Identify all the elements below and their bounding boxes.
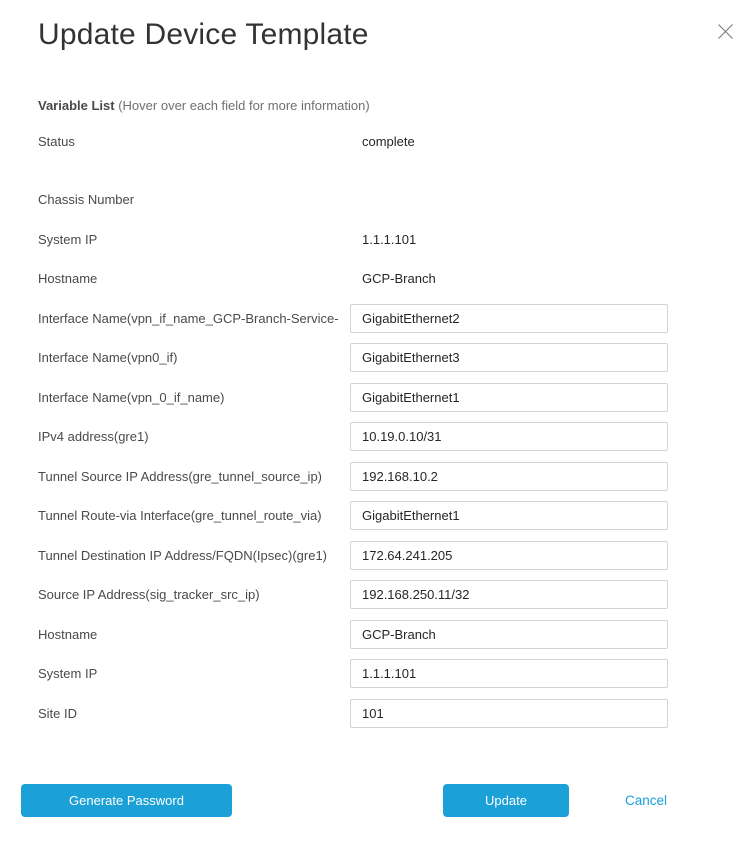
field-label-chassis-number: Chassis Number	[38, 192, 135, 207]
field-row-interface-name-service-vpn	[38, 304, 752, 333]
field-row-source-ip-tracker	[38, 580, 752, 609]
field-input-interface-name-vpn0-if[interactable]	[350, 343, 668, 372]
field-label-ipv4-address-gre1: IPv4 address(gre1)	[38, 429, 149, 444]
field-value-status: complete	[362, 133, 415, 149]
generate-password-button[interactable]: Generate Password	[21, 784, 232, 817]
field-label-interface-name-vpn0-if: Interface Name(vpn0_if)	[38, 350, 178, 365]
field-input-system-ip[interactable]	[350, 659, 668, 688]
field-input-interface-name-service-vpn[interactable]	[350, 304, 668, 333]
field-row-tunnel-destination-ip	[38, 541, 752, 570]
field-label-source-ip-tracker: Source IP Address(sig_tracker_src_ip)	[38, 587, 260, 602]
field-row-hostname	[38, 264, 752, 293]
field-input-source-ip-tracker[interactable]	[350, 580, 668, 609]
dialog-title: Update Device Template	[38, 18, 369, 51]
field-input-tunnel-destination-ip[interactable]	[350, 541, 668, 570]
field-input-tunnel-source-ip[interactable]	[350, 462, 668, 491]
section-hint: (Hover over each field for more information)	[118, 97, 370, 113]
field-input-tunnel-route-via[interactable]	[350, 501, 668, 530]
field-label-tunnel-source-ip: Tunnel Source IP Address(gre_tunnel_source_ip)	[38, 468, 323, 484]
field-row-status	[38, 127, 752, 156]
field-row-system-ip	[38, 225, 752, 254]
field-label-status: Status	[38, 133, 75, 149]
field-input-hostname[interactable]	[350, 620, 668, 649]
variable-list	[0, 127, 752, 728]
field-label-tunnel-route-via: Tunnel Route-via Interface(gre_tunnel_route_via)	[38, 508, 322, 523]
field-input-ipv4-address-gre1[interactable]	[350, 422, 668, 451]
field-row-tunnel-source-ip	[38, 462, 752, 491]
field-input-interface-name-vpn-0-if-name[interactable]	[350, 383, 668, 412]
field-value-hostname: GCP-Branch	[362, 271, 436, 286]
update-button[interactable]: Update	[443, 784, 569, 817]
footer-right-group	[443, 784, 667, 817]
field-row-chassis-number	[38, 185, 752, 214]
cancel-button[interactable]: Cancel	[624, 792, 667, 808]
field-input-site-id[interactable]	[350, 699, 668, 728]
close-button[interactable]	[715, 21, 735, 41]
field-row-site-id	[38, 699, 752, 728]
field-label-system-ip-input: System IP	[38, 666, 98, 681]
field-label-site-id: Site ID	[38, 705, 78, 721]
field-row-interface-name-vpn0-if	[38, 343, 752, 372]
field-label-hostname: Hostname	[38, 271, 98, 286]
field-label-interface-name-service-vpn: Interface Name(vpn_if_name_GCP-Branch-Service-	[38, 310, 339, 326]
field-row-system-ip-input	[38, 659, 752, 688]
field-label-system-ip: System IP	[38, 231, 98, 247]
field-row-tunnel-route-via	[38, 501, 752, 530]
field-row-interface-name-vpn-0-if-name	[38, 383, 752, 412]
close-icon	[717, 23, 734, 40]
field-row-ipv4-address-gre1	[38, 422, 752, 451]
dialog-footer	[0, 784, 752, 817]
field-value-system-ip: 1.1.1.101	[362, 231, 417, 247]
field-label-tunnel-destination-ip: Tunnel Destination IP Address/FQDN(Ipsec)(gre1)	[38, 547, 328, 563]
section-title: Variable List	[38, 97, 115, 113]
field-row-hostname-input	[38, 620, 752, 649]
field-label-interface-name-vpn-0-if-name: Interface Name(vpn_0_if_name)	[38, 389, 225, 405]
field-label-hostname-input: Hostname	[38, 626, 98, 642]
variable-list-header	[38, 98, 714, 113]
